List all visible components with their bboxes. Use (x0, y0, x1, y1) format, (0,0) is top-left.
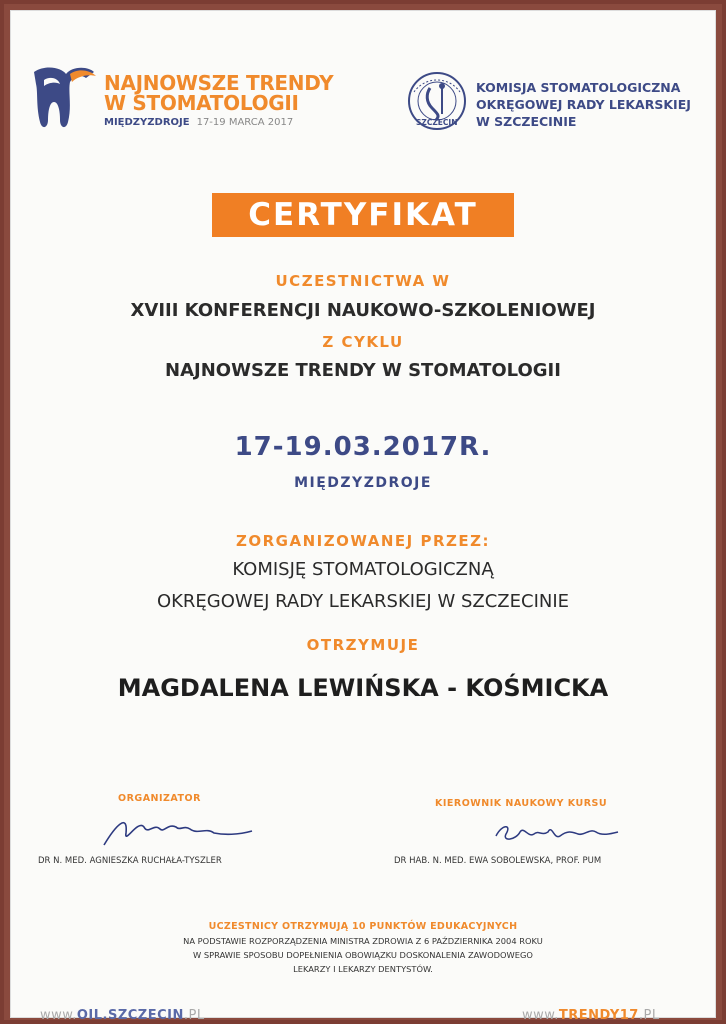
organizer-line2: OKRĘGOWEJ RADY LEKARSKIEJ W SZCZECINIE (156, 591, 570, 612)
certificate-paper (10, 10, 716, 1023)
organized-by-label: ZORGANIZOWANEJ PRZEZ: (236, 532, 490, 550)
footer-right-main: TRENDY17 (558, 1008, 639, 1023)
logo-place-date (104, 117, 293, 128)
series-name: NAJNOWSZE TRENDY W STOMATOLOGII (165, 360, 561, 381)
conference-logo (26, 62, 336, 142)
footer-right-url[interactable] (522, 1008, 660, 1023)
footer-right-prefix: www. (522, 1008, 559, 1023)
commission-line1: KOMISJA STOMATOLOGICZNA (476, 80, 681, 95)
recipient-name: MAGDALENA LEWIŃSKA - KOŚMICKA (117, 674, 609, 702)
organizer-line1: KOMISJĘ STOMATOLOGICZNĄ (232, 559, 494, 580)
logo-title-line2: W STOMATOLOGII (104, 91, 299, 115)
scientific-head-title: KIEROWNIK NAUKOWY KURSU (435, 798, 608, 809)
commission-logo (406, 68, 706, 138)
logo-dates: 17-19 MARCA 2017 (196, 117, 294, 128)
regulation-line2: W SPRAWIE SPOSOBU DOPEŁNIENIA OBOWIĄZKU DOSKONALENIA ZAWODOWEGO (193, 950, 533, 960)
logo-place: MIĘDZYZDROJE (104, 117, 190, 128)
commission-line2: OKRĘGOWEJ RADY LEKARSKIEJ (476, 97, 691, 112)
participation-label: UCZESTNICTWA W (275, 272, 451, 290)
footer-right-suffix: .PL (638, 1008, 660, 1023)
scientific-head-name: DR HAB. N. MED. EWA SOBOLEWSKA, PROF. PUM (394, 856, 602, 866)
event-date: 17-19.03.2017R. (234, 432, 492, 462)
certificate-title: CERTYFIKAT (212, 193, 514, 237)
logo-title-line1: NAJNOWSZE TRENDY (104, 71, 334, 95)
organizer-title: ORGANIZATOR (118, 793, 201, 804)
footer-left-main: OIL.SZCZECIN (76, 1008, 184, 1023)
footer-left-url[interactable] (40, 1008, 205, 1023)
footer-left-prefix: www. (40, 1008, 77, 1023)
conference-name: XVIII KONFERENCJI NAUKOWO-SZKOLENIOWEJ (130, 300, 596, 321)
receives-label: OTRZYMUJE (306, 636, 420, 654)
regulation-line1: NA PODSTAWIE ROZPORZĄDZENIA MINISTRA ZDROWIA Z 6 PAŹDZIERNIKA 2004 ROKU (183, 936, 543, 946)
commission-line3: W SZCZECINIE (476, 114, 577, 129)
event-place: MIĘDZYZDROJE (294, 475, 432, 491)
points-note: UCZESTNICY OTRZYMUJĄ 10 PUNKTÓW EDUKACYJNYCH (208, 921, 518, 932)
footer-left-suffix: .PL (183, 1008, 205, 1023)
scientific-head-signature (492, 810, 622, 852)
seal-text: SZCZECIN (416, 118, 458, 127)
organizer-name: DR N. MED. AGNIESZKA RUCHAŁA-TYSZLER (38, 856, 222, 866)
tooth-logo-icon (26, 62, 98, 136)
organizer-signature (98, 805, 258, 853)
regulation-line3: LEKARZY I LEKARZY DENTYSTÓW. (293, 964, 433, 974)
cycle-label: Z CYKLU (322, 333, 404, 351)
